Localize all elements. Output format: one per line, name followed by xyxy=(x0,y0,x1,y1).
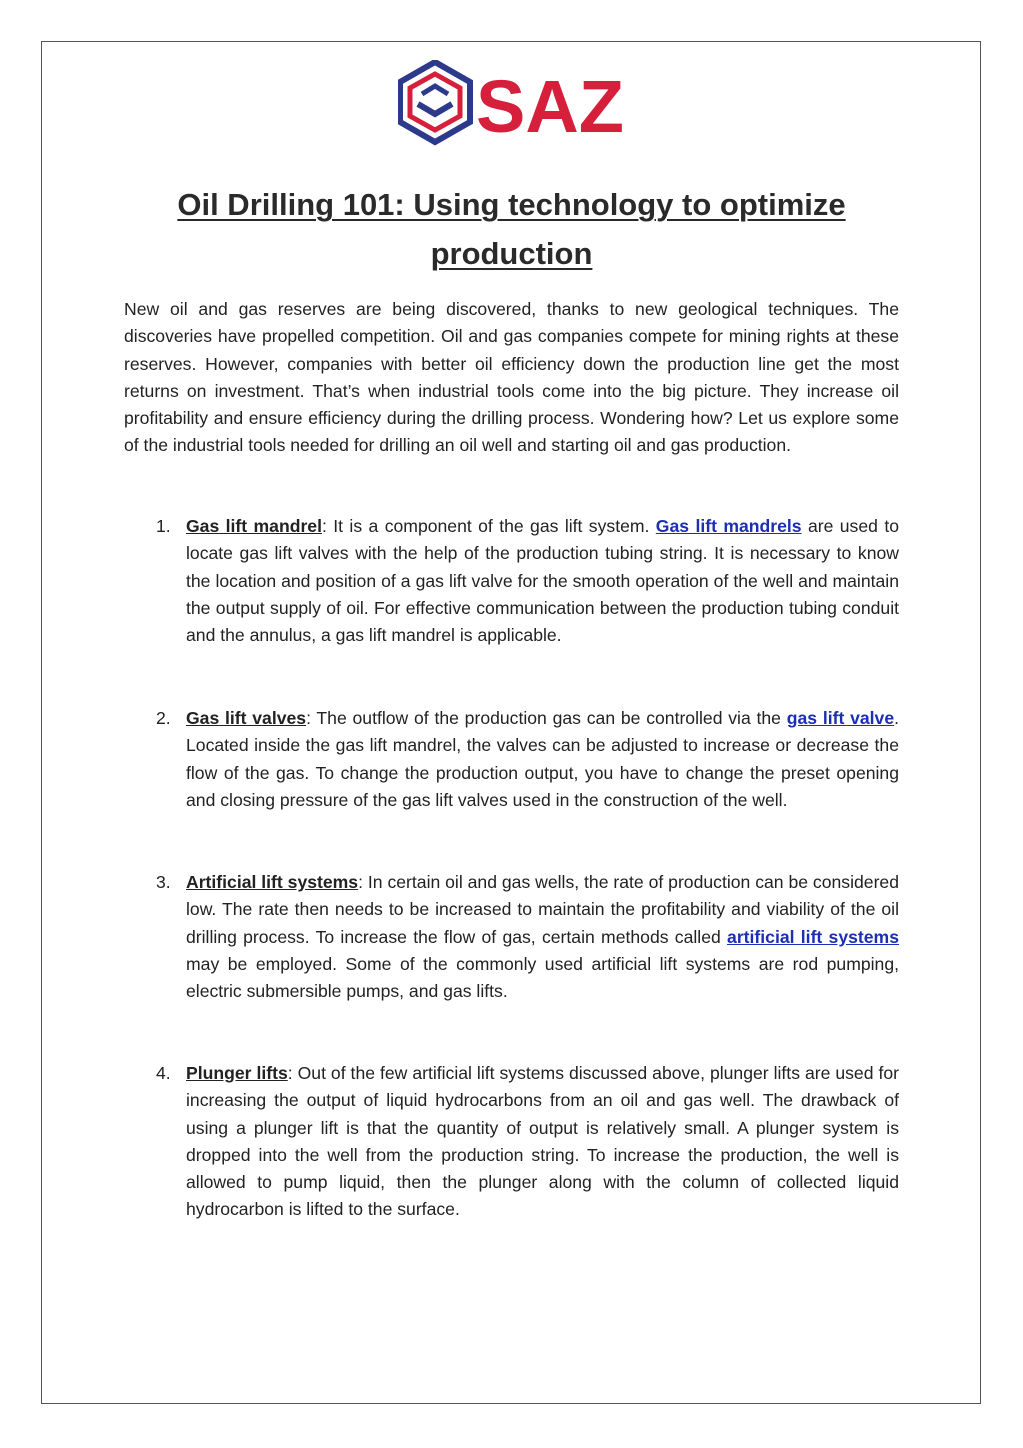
item-text: : The outflow of the production gas can be controlled via the xyxy=(306,708,787,728)
saz-logo xyxy=(398,60,630,146)
page-title xyxy=(120,180,903,278)
list-item xyxy=(124,705,899,814)
item-text: : In certain oil and gas wells, the rate of production can be considered low. The rate then needs to be increased to maintain the profitability and viability of the oil drilling process. To increase the flow of gas, certain methods called xyxy=(186,872,899,947)
list-item xyxy=(124,869,899,1005)
term-plunger-lifts: Plunger lifts xyxy=(186,1063,288,1083)
item-text: : It is a component of the gas lift system. xyxy=(321,516,656,536)
list-item xyxy=(124,1060,899,1224)
list-item xyxy=(124,513,899,649)
term-gas-lift-mandrel: Gas lift mandrel xyxy=(186,516,322,536)
intro-paragraph: New oil and gas reserves are being discovered, thanks to new geological techniques. The discoveries have propelled competition. Oil and gas companies compete for mining rights at these reserves. However, companies with better oil efficiency down the production line get the most returns on investment. That’s when industrial tools come into the big picture. They increase oil profitability and ensure efficiency during the drilling process. Wondering how? Let us explore some of the industrial tools needed for drilling an oil well and starting oil and gas production. xyxy=(124,299,899,456)
item-text: may be employed. Some of the commonly used artificial lift systems are rod pumping, electric submersible pumps, and gas lifts. xyxy=(186,953,899,1002)
saz-logo-icon xyxy=(398,60,630,146)
item-text: : Out of the few artificial lift systems discussed above, plunger lifts are used for increasing the output of liquid hydrocarbons from an oil and gas well. The drawback of using a plunger lift is that the quantity of output is relatively small. A plunger system is dropped into the well from the production string. To increase the production, the well is allowed to pump liquid, then the plunger along with the column of collected liquid hydrocarbon is lifted to the surface. xyxy=(186,1063,899,1220)
term-gas-lift-valves: Gas lift valves xyxy=(186,708,307,728)
page-title-text: Oil Drilling 101: Using technology to optimize production xyxy=(177,187,846,271)
list-number: 3. xyxy=(156,872,171,892)
term-artificial-lift-systems: Artificial lift systems xyxy=(186,872,359,892)
logo-wordmark: SAZ xyxy=(476,65,624,146)
list-number: 4. xyxy=(156,1063,171,1083)
item-text: are used to locate gas lift valves with the help of the production tubing string. It is necessary to know the location and position of a gas lift valve for the smooth operation of the well and maintain the output supply of oil. For effective communication between the production tubing conduit and the annulus, a gas lift mandrel is applicable. xyxy=(186,516,899,646)
list-number: 2. xyxy=(156,708,171,728)
link-gas-lift-mandrels[interactable]: Gas lift mandrels xyxy=(655,516,802,536)
link-gas-lift-valve[interactable]: gas lift valve xyxy=(786,708,895,728)
link-artificial-lift-systems[interactable]: artificial lift systems xyxy=(727,926,899,947)
list-number: 1. xyxy=(156,516,171,536)
item-text: . Located inside the gas lift mandrel, the valves can be adjusted to increase or decrease the flow of the gas. To change the production output, you have to change the preset opening and closing pressure of the gas lift valves used in the construction of the well. xyxy=(186,708,899,810)
